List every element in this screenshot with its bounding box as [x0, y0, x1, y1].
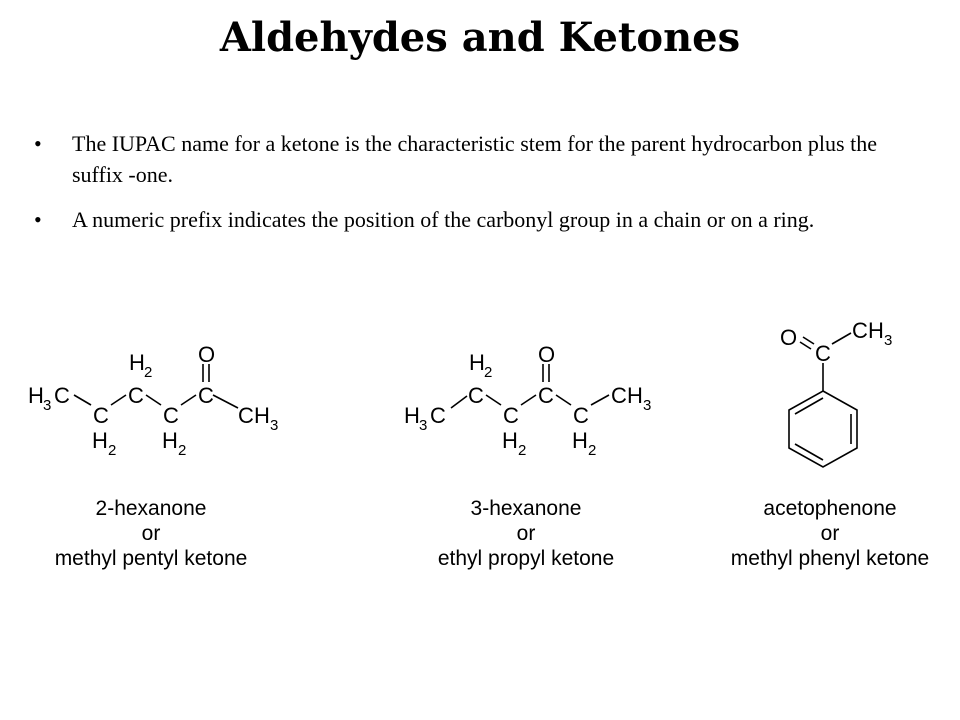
bullet-item — [34, 204, 914, 235]
atom-label: H — [502, 428, 518, 453]
atom-label: C — [468, 383, 484, 408]
atom-label: O — [538, 342, 556, 367]
atom-label: C — [93, 403, 109, 428]
caption-2-hexanone — [55, 497, 248, 570]
bullet-text: A numeric prefix indicates the position of the carbonyl group in a chain or on a ring. — [72, 207, 815, 232]
atom-label: C — [611, 383, 627, 408]
page-title: Aldehydes and Ketones — [219, 14, 741, 61]
bullet-icon: • — [34, 131, 42, 156]
molecule-common-name: methyl phenyl ketone — [730, 547, 930, 570]
molecule-or: or — [820, 522, 840, 545]
molecule-figures — [0, 300, 960, 600]
atom-subscript: 2 — [108, 442, 117, 459]
atom-label: H — [129, 350, 145, 375]
bullet-icon: • — [34, 207, 42, 232]
bullet-item — [34, 128, 914, 190]
atom-subscript: 3 — [43, 397, 52, 414]
atom-subscript: 3 — [270, 417, 279, 434]
atom-label: H — [868, 318, 884, 343]
molecule-name: 2-hexanone — [95, 497, 207, 520]
atom-subscript: 3 — [419, 417, 428, 434]
atom-label: H — [254, 403, 270, 428]
atom-subscript: 2 — [484, 364, 493, 381]
molecule-common-name: methyl pentyl ketone — [54, 547, 248, 570]
atom-label: C — [54, 383, 70, 408]
bullet-list — [34, 128, 914, 249]
atom-subscript: 2 — [144, 364, 153, 381]
molecule-name: acetophenone — [763, 497, 897, 520]
caption-acetophenone — [731, 497, 929, 570]
atom-label: H — [28, 383, 44, 408]
bullet-text: The IUPAC name for a ketone is the characteristic stem for the parent hydrocarbon plus the suffix -one. — [72, 131, 877, 187]
molecule-or: or — [141, 522, 161, 545]
atom-label: H — [404, 403, 420, 428]
atom-label: H — [162, 428, 178, 453]
molecule-or: or — [516, 522, 536, 545]
atom-label: O — [198, 342, 216, 367]
atom-label: C — [815, 341, 831, 366]
atom-label: C — [852, 318, 868, 343]
molecule-name: 3-hexanone — [470, 497, 582, 520]
atom-subscript: 3 — [643, 397, 652, 414]
molecule-common-name: ethyl propyl ketone — [437, 547, 615, 570]
atom-subscript: 2 — [178, 442, 187, 459]
atom-label: O — [780, 325, 798, 350]
atom-subscript: 2 — [588, 442, 597, 459]
atom-label: H — [92, 428, 108, 453]
atom-label: C — [128, 383, 144, 408]
molecule-drawing — [0, 300, 960, 600]
atom-label: H — [627, 383, 643, 408]
atom-label: H — [469, 350, 485, 375]
atom-label: H — [572, 428, 588, 453]
atom-label: C — [430, 403, 446, 428]
atom-label: C — [538, 383, 554, 408]
atom-label: C — [163, 403, 179, 428]
atom-label: C — [573, 403, 589, 428]
atom-label: C — [198, 383, 214, 408]
atom-label: C — [503, 403, 519, 428]
atom-subscript: 2 — [518, 442, 527, 459]
atom-subscript: 3 — [884, 332, 893, 349]
caption-3-hexanone — [438, 497, 614, 570]
atom-label: C — [238, 403, 254, 428]
